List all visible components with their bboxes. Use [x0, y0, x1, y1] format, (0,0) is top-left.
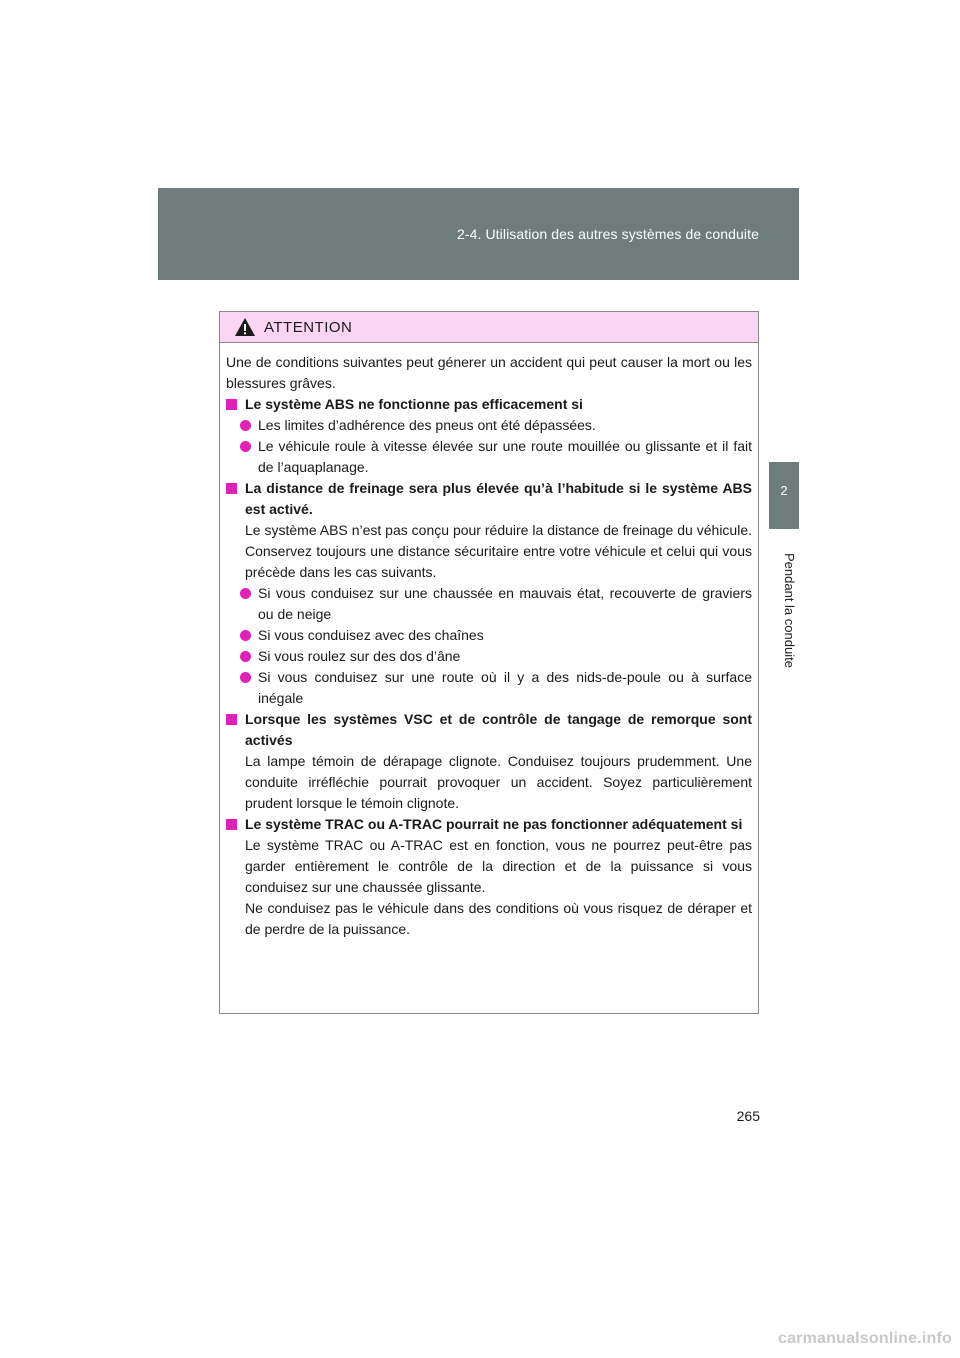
- chapter-side-label: Pendant la conduite: [782, 552, 797, 668]
- list-item-text: Si vous roulez sur des dos d’âne: [258, 648, 461, 664]
- chapter-title: 2-4. Utilisation des autres systèmes de conduite: [456, 226, 759, 242]
- round-bullet-icon: [240, 441, 251, 452]
- list-item-text: Si vous conduisez avec des chaînes: [258, 627, 484, 643]
- section-paragraph: La lampe témoin de dérapage clignote. Conduisez toujours prudemment. Une conduite irréfléchie pourrait provoquer un accident. Soyez particulièrement prudent lorsque le témoin clignote.: [245, 753, 752, 811]
- list-item-text: Les limites d’adhérence des pneus ont été dépassées.: [258, 417, 596, 433]
- round-bullet-icon: [240, 630, 251, 641]
- round-bullet-icon: [240, 588, 251, 599]
- section-paragraph: Le système TRAC ou A-TRAC est en fonction, vous ne pourrez peut-être pas garder entièrement le contrôle de la direction et de la puissance si vous conduisez sur une chaussée glissante.: [245, 837, 752, 895]
- caution-header: [220, 312, 758, 343]
- round-bullet-icon: [240, 651, 251, 662]
- list-item-text: Si vous conduisez sur une route où il y a des nids-de-poule ou à surface inégale: [258, 669, 752, 706]
- list-item: [226, 667, 752, 709]
- chapter-side-tab: [769, 462, 799, 529]
- list-item-text: Si vous conduisez sur une chaussée en mauvais état, recouverte de graviers ou de neige: [258, 585, 752, 622]
- list-item: [226, 625, 752, 646]
- section-heading-text: Lorsque les systèmes VSC et de contrôle de tangage de remorque sont activés: [245, 711, 752, 748]
- chapter-header-band: [158, 188, 799, 280]
- section-paragraph: Le système ABS n’est pas conçu pour réduire la distance de freinage du véhicule. Conservez toujours une distance sécuritaire entre votre véhicule et celui qui vous précède dans les cas suivants.: [245, 522, 752, 580]
- caution-body: [220, 343, 758, 940]
- round-bullet-icon: [240, 672, 251, 683]
- caution-title: ATTENTION: [264, 318, 353, 336]
- square-bullet-icon: [226, 399, 237, 410]
- square-bullet-icon: [226, 483, 237, 494]
- page-number: 265: [736, 1108, 760, 1124]
- section-heading-text: La distance de freinage sera plus élevée qu’à l’habitude si le système ABS est activé.: [245, 480, 752, 517]
- watermark: carmanualsonline.info: [777, 1330, 952, 1347]
- section-heading-text: Le système TRAC ou A-TRAC pourrait ne pas fonctionner adéquatement si: [245, 816, 743, 832]
- round-bullet-icon: [240, 420, 251, 431]
- list-item: [226, 436, 752, 478]
- warning-triangle-icon: [234, 317, 256, 337]
- section-heading: [226, 478, 752, 520]
- section-heading-text: Le système ABS ne fonctionne pas efficacement si: [245, 396, 583, 412]
- section-heading: [226, 814, 752, 835]
- list-item: [226, 415, 752, 436]
- chapter-number: 2: [780, 483, 788, 498]
- square-bullet-icon: [226, 819, 237, 830]
- section-heading: [226, 394, 752, 415]
- caution-box: [219, 311, 759, 1014]
- list-item: [226, 646, 752, 667]
- list-item-text: Le véhicule roule à vitesse élevée sur une route mouillée ou glissante et il fait de l’aquaplanage.: [258, 438, 752, 475]
- caution-intro: Une de conditions suivantes peut génerer un accident qui peut causer la mort ou les blessures grâves.: [226, 354, 752, 391]
- section-heading: [226, 709, 752, 751]
- square-bullet-icon: [226, 714, 237, 725]
- list-item: [226, 583, 752, 625]
- section-paragraph: Ne conduisez pas le véhicule dans des conditions où vous risquez de déraper et de perdre de la puissance.: [245, 900, 752, 937]
